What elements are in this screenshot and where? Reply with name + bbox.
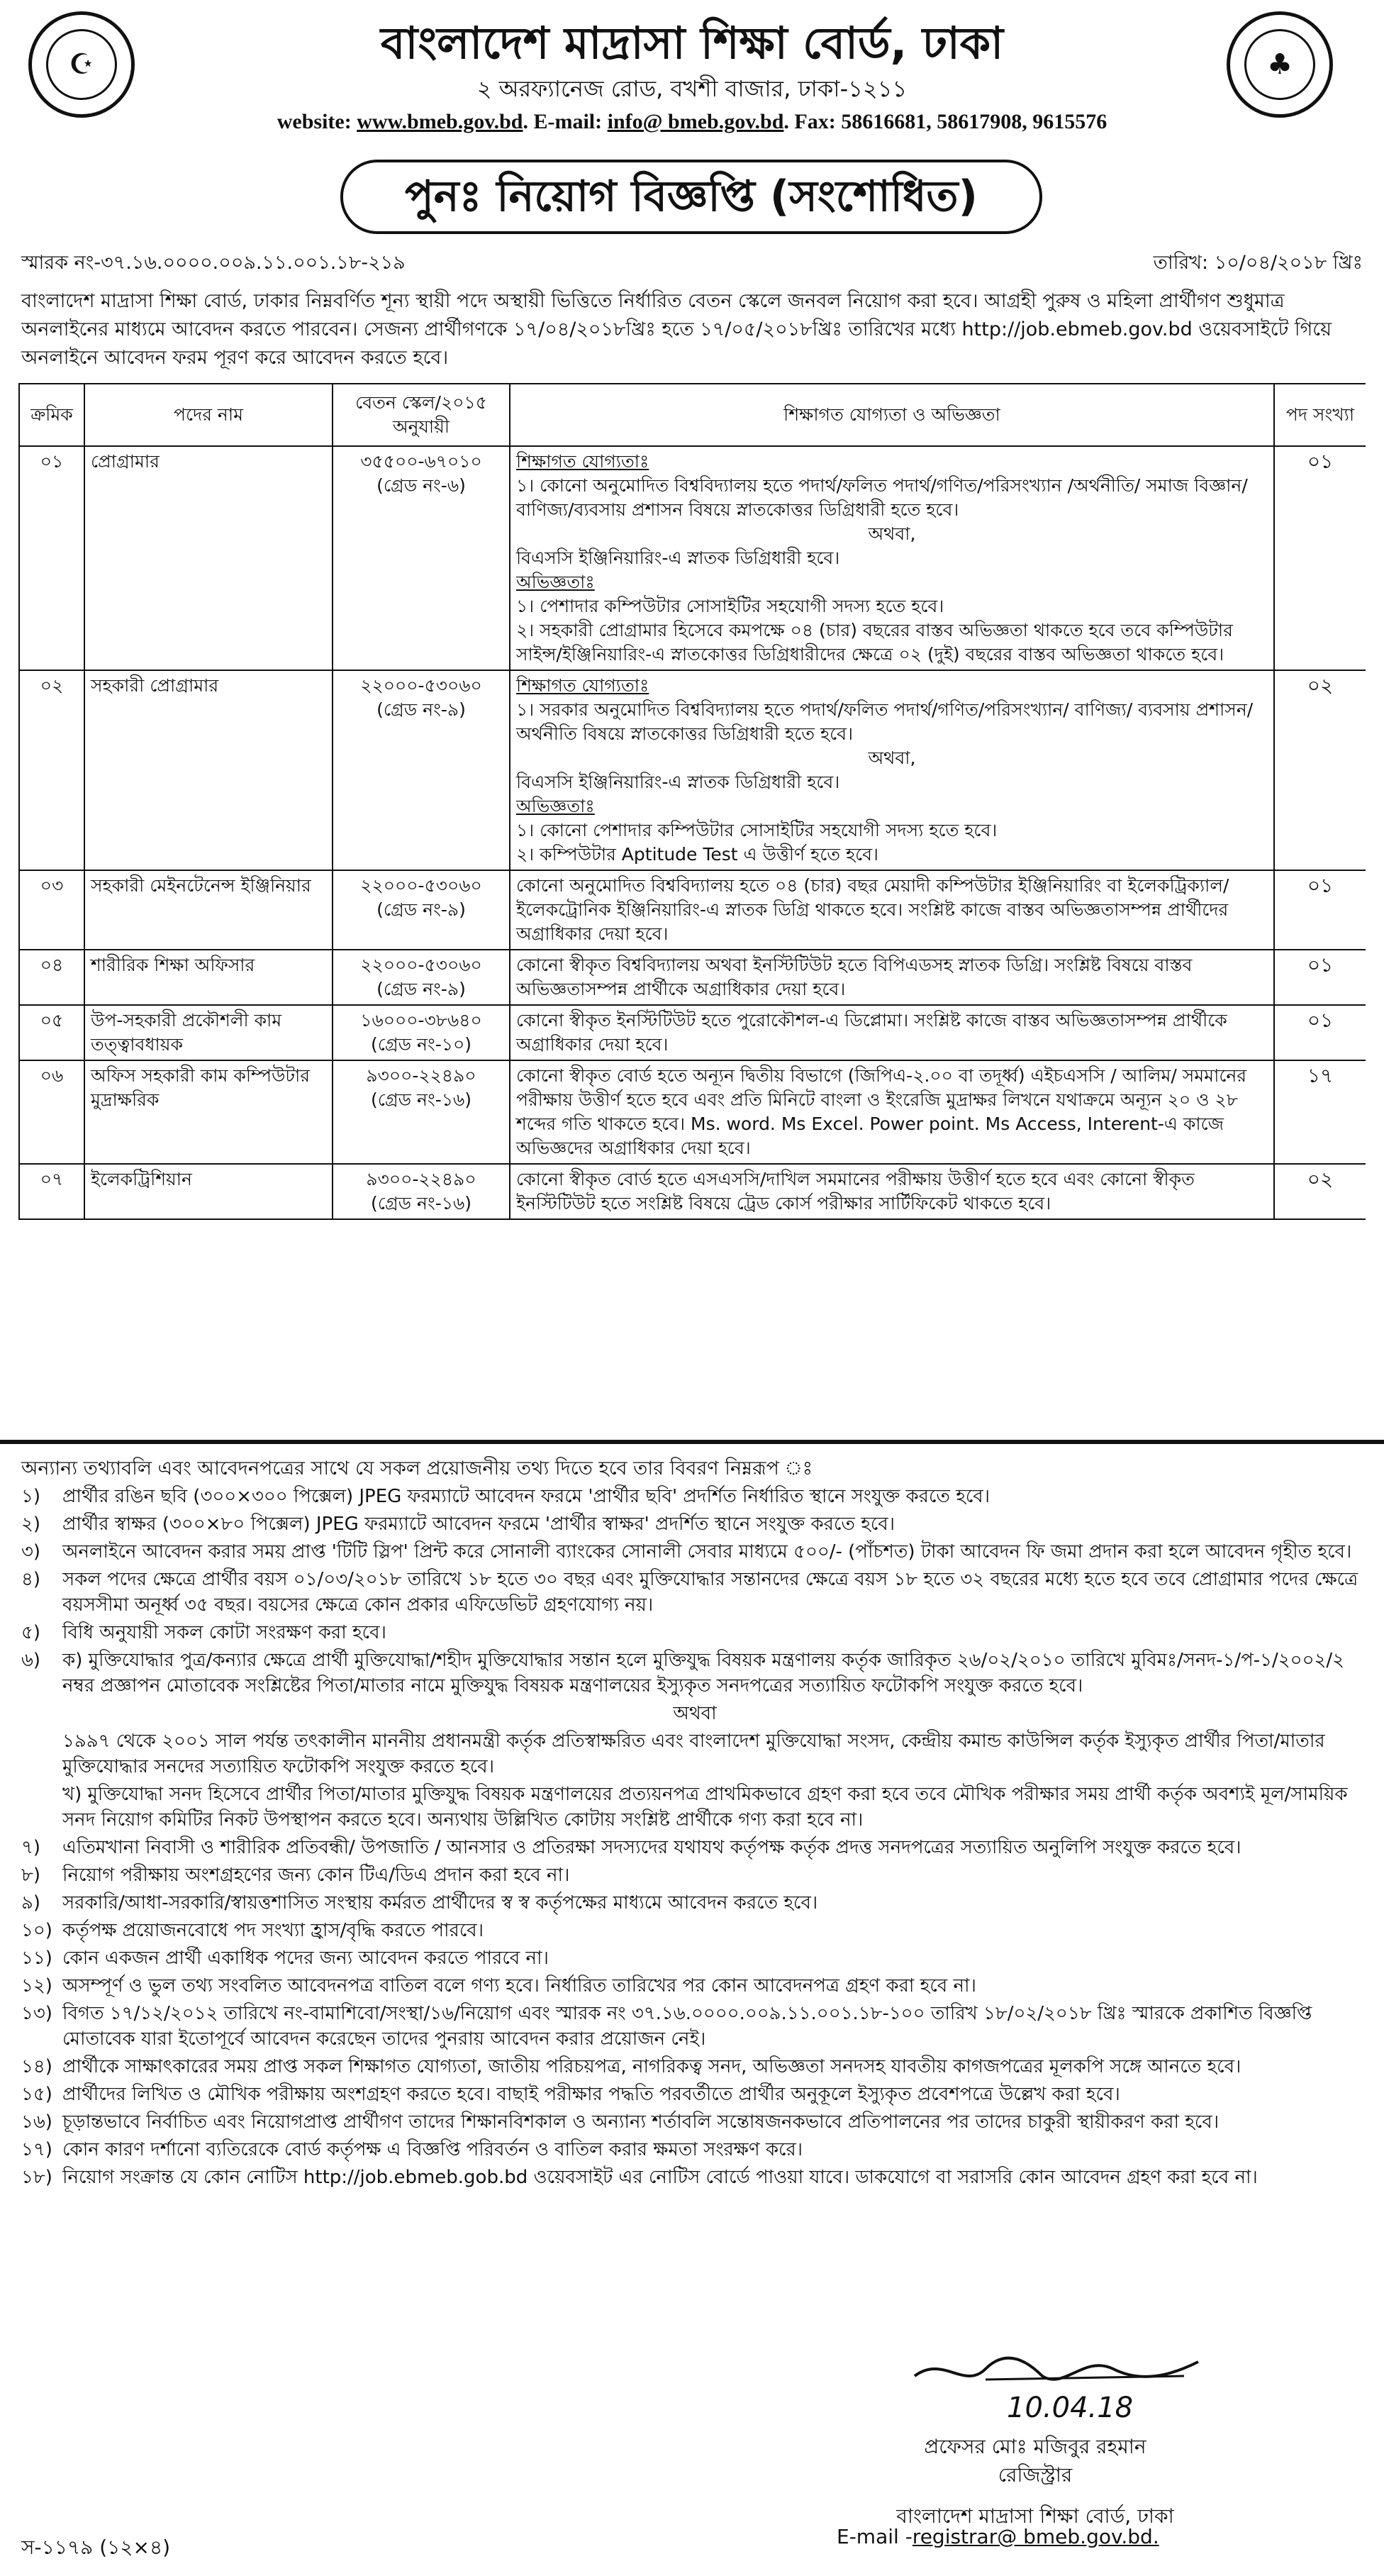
memo-number: স্মারক নং-৩৭.১৬.০০০০.০০৯.১১.০০১.১৮-২১৯ (21, 252, 406, 274)
grade: (গ্রেড নং-৯) (376, 979, 466, 999)
pay-scale: ৯৩০০-২২৪৯০ (366, 1065, 476, 1086)
table-row (19, 1060, 1366, 1164)
info-item-number: ১১) (21, 1948, 52, 1969)
info-item (21, 2137, 1368, 2163)
row-post: ইলেকট্রিশিয়ান (84, 1164, 333, 1219)
info-item-text: খ) মুক্তিযোদ্ধা সনদ হিসেবে প্রার্থীর পিতা/মাতার মুক্তিযুদ্ধ বিষয়ক মন্ত্রণালয়ের প্রত্যয়নপত্র প্রাথমিকভাবে গ্রহণ করা হবে তবে মৌখিক পরীক্ষার সময় প্রার্থী কর্তৃক অবশ্যই মূল/সাময়িক সনদ নিয়োগ কমিটির নিকট উপস্থাপন করতে হবে। অন্যথায় উল্লিখিত কোটায় সংশ্লিষ্ট প্রার্থীকে গণ্য করা হবে না। (62, 1784, 1348, 1831)
info-item (21, 1973, 1368, 1999)
info-item (21, 1567, 1368, 1618)
row-serial: ০৬ (19, 1060, 84, 1164)
info-item-number: ১৭) (21, 2139, 52, 2160)
row-qualification (510, 446, 1274, 670)
info-item-text: অসম্পূর্ণ ও ভুল তথ্য সংবলিত আবেদনপত্র বাতিল বলে গণ্য হবে। নির্ধারিত তারিখের পর কোন আবেদনপত্র গ্রহণ করা হবে না। (62, 1975, 976, 1997)
info-item-number: ১৬) (21, 2111, 52, 2133)
info-item-number: ১৫) (21, 2084, 52, 2105)
exp-heading: অভিজ্ঞতাঃ (516, 796, 595, 816)
info-item-text: অনলাইনে আবেদন করার সময় প্রাপ্ত 'টিটি স্লিপ' প্রিন্ট করে সোনালী ব্যাংকের সোনালী সেবার মাধ্যমে ৫০০/- (পাঁচশত) টাকা আবেদন ফি জমা প্রদান করা হলে আবেদন গৃহীত হবে। (62, 1541, 1352, 1562)
row-count: ০১ (1274, 1005, 1366, 1060)
info-item-text: এতিমখানা নিবাসী ও শারীরিক প্রতিবন্ধী/ উপজাতি / আনসার ও প্রতিরক্ষা সদস্যদের যথাযথ কর্তৃপক্ষ কর্তৃক প্রদত্ত সনদপত্রের সত্যায়িত অনুলিপি সংযুক্ত করতে হবে। (62, 1837, 1241, 1858)
pay-scale: ৩৫৫০০-৬৭০১০ (360, 451, 482, 472)
info-item-text: চূড়ান্তভাবে নির্বাচিত এবং নিয়োগপ্রাপ্ত প্রার্থীগণ তাদের শিক্ষানবিশকাল ও অন্যান্য শর্তাবলি সন্তোষজনকভাবে প্রতিপালনের পর তাদের চাকুরী স্থায়ীকরণ করা হবে। (62, 2111, 1220, 2133)
info-item-text: ১৯৯৭ থেকে ২০০১ সাল পর্যন্ত তৎকালীন মাননীয় প্রধানমন্ত্রী কর্তৃক প্রতিস্বাক্ষরিত এবং বাংলাদেশ মুক্তিযোদ্ধা সংসদ, কেন্দ্রীয় কমান্ড কাউন্সিল কর্তৃক ইস্যুকৃত প্রার্থীর পিতা/মাতার মুক্তিযোদ্ধার সনদের সত্যায়িত ফটোকপি সংযুক্ত করতে হবে। (62, 1731, 1325, 1777)
table-row (19, 870, 1366, 950)
row-post: সহকারী প্রোগ্রামার (84, 670, 333, 870)
info-item-text: বিধি অনুযায়ী সকল কোটা সংরক্ষণ করা হবে। (62, 1622, 386, 1643)
info-item (21, 1620, 1368, 1645)
edu-heading: শিক্ষাগত যোগ্যতাঃ (516, 675, 649, 696)
row-scale (333, 1164, 510, 1219)
website-label: website: (277, 110, 357, 133)
or-text: অথবা, (868, 523, 916, 544)
col-scale: বেতন স্কেল/২০১৫ অনুযায়ী (333, 384, 510, 446)
info-item-number: ৯) (21, 1892, 41, 1914)
row-post: প্রোগ্রামার (84, 446, 333, 670)
info-heading: অন্যান্য তথ্যাবলি এবং আবেদনপত্রের সাথে যে সকল প্রয়োজনীয় তথ্য দিতে হবে তার বিবরণ নিম্নরূপ ঃ (21, 1458, 813, 1479)
row-serial: ০২ (19, 670, 84, 870)
info-item (21, 1918, 1368, 1943)
row-qualification (510, 670, 1274, 870)
row-qualification: কোনো স্বীকৃত ইনস্টিটিউট হতে পুরোকৌশল-এ ডিপ্লোমা। সংশ্লিষ্ট কাজে বাস্তব অভিজ্ঞতাসম্পন্ন প্রার্থীকে অগ্রাধিকার দেয়া হবে। (510, 1005, 1274, 1060)
col-post: পদের নাম (84, 384, 333, 446)
row-serial: ০১ (19, 446, 84, 670)
grade: (গ্রেড নং-১৬) (371, 1193, 471, 1214)
info-item-text: প্রার্থীকে সাক্ষাৎকারের সময় প্রাপ্ত সকল শিক্ষাগত যোগ্যতা, জাতীয় পরিচয়পত্র, নাগরিকত্ব সনদ, অভিজ্ঞতা সনদসহ যাবতীয় কাগজপত্রের মূলকপি সঙ্গে আনতে হবে। (62, 2056, 1241, 2077)
col-serial: ক্রমিক (19, 384, 84, 446)
email-label: . E-mail: (523, 110, 608, 133)
edu-item: বিএসসি ইঞ্জিনিয়ারিং-এ স্নাতক ডিগ্রিধারী হবে। (516, 548, 840, 568)
info-item-number: ৩) (21, 1541, 41, 1562)
grade: (গ্রেড নং-১৬) (371, 1089, 471, 1110)
section-divider (0, 1440, 1384, 1444)
jobs-table (18, 383, 1366, 1220)
info-item-number (21, 1782, 62, 1833)
pay-scale: ১৬০০০-৩৮৬৪০ (360, 1010, 482, 1031)
crescent-icon: ☪ (46, 29, 117, 100)
table-row (19, 1164, 1366, 1219)
table-row (19, 950, 1366, 1005)
info-item-text: প্রার্থীর রঙিন ছবি (৩০০×৩০০ পিক্সেল) JPEG ফরম্যাটে আবেদন ফরমে 'প্রার্থীর ছবি' প্রদর্শিত নির্ধারিত স্থানে সংযুক্ত করতে হবে। (62, 1486, 990, 1507)
grade: (গ্রেড নং-৬) (376, 475, 466, 496)
row-post: অফিস সহকারী কাম কম্পিউটার মুদ্রাক্ষরিক (84, 1060, 333, 1164)
edu-item: বিএসসি ইঞ্জিনিয়ারিং-এ স্নাতক ডিগ্রিধারী হবে। (516, 772, 840, 792)
email-link[interactable]: info@ bmeb.gov.bd (607, 110, 784, 133)
row-qualification: কোনো স্বীকৃত বোর্ড হতে অন্যূন দ্বিতীয় বিভাগে (জিপিএ-২.০০ বা তদূর্ধ্ব) এইচএসসি / আলিম/ সমমানের পরীক্ষায় উত্তীর্ণ হতে হবে এবং প্রতি মিনিটে বাংলা ও ইংরেজি মুদ্রাক্ষর লিখনে যথাক্রমে অন্যূন ২০ ও ২৮ শব্দের গতি থাকতে হবে। Ms. word. Ms Excel. Power point. Ms Access, Interent-এ কাজে অভিজ্ঞদের অগ্রাধিকার দেয়া হবে। (510, 1060, 1274, 1164)
tree-icon: ♣ (1244, 29, 1315, 100)
row-serial: ০৩ (19, 870, 84, 950)
registrar-email (837, 2525, 1159, 2548)
notice-date: তারিখ: ১০/০৪/২০১৮ খ্রিঃ (1153, 252, 1363, 274)
row-qualification: কোনো স্বীকৃত বোর্ড হতে এসএসসি/দাখিল সমমানের পরীক্ষায় উত্তীর্ণ হতে হবে এবং কোনো স্বীকৃত ইনস্টিটিউট হতে সংশ্লিষ্ট বিষয়ে ট্রেড কোর্স পরীক্ষার সার্টিফিকেট থাকতে হবে। (510, 1164, 1274, 1219)
row-count: ০১ (1274, 870, 1366, 950)
pay-scale: ২২০০০-৫৩০৬০ (360, 955, 482, 975)
table-header-row (19, 384, 1366, 446)
info-or (21, 1701, 1368, 1726)
exp-item: ২। সহকারী প্রোগ্রামার হিসেবে কমপক্ষে ০৪ (চার) বছরের বাস্তব অভিজ্ঞতা থাকতে হবে তবে কম্পিউটার সাইন্স/ইঞ্জিনিয়ারিং-এ স্নাতকোত্তর ডিগ্রিধারীদের ক্ষেত্রে ০২ (দুই) বছরের বাস্তব অভিজ্ঞতা থাকতে হবে। (516, 620, 1233, 665)
info-item (21, 2082, 1368, 2107)
row-scale (333, 1060, 510, 1164)
pay-scale: ৯৩০০-২২৪৯০ (366, 1169, 476, 1189)
grade: (গ্রেড নং-৯) (376, 899, 466, 920)
info-item (21, 1782, 1368, 1833)
or-text: অথবা, (868, 748, 916, 768)
row-serial: ০৪ (19, 950, 84, 1005)
exp-item: ২। কম্পিউটার Aptitude Test এ উত্তীর্ণ হতে হবে। (516, 844, 878, 865)
info-item (21, 2165, 1368, 2190)
exp-heading: অভিজ্ঞতাঃ (516, 572, 595, 592)
registrar-email-link[interactable]: registrar@ bmeb.gov.bd. (912, 2525, 1159, 2548)
info-item-number: ৭) (21, 1837, 41, 1858)
info-item-number: ৮) (21, 1865, 41, 1886)
edu-item: ১। কোনো অনুমোদিত বিশ্ববিদ্যালয় হতে পদার্থ/ফলিত পদার্থ/গণিত/পরিসংখ্যান /অর্থনীতি/ সমাজ বিজ্ঞান/বাণিজ্য/ব্যবসায় প্রশাসন বিষয়ে স্নাতকোত্তর ডিগ্রিধারী হতে হবে। (516, 475, 1248, 520)
col-qualification: শিক্ষাগত যোগ্যতা ও অভিজ্ঞতা (510, 384, 1274, 446)
info-item (21, 1862, 1368, 1888)
board-address: ২ অরফ্যানেজ রোড, বখশী বাজার, ঢাকা-১২১১ (476, 75, 908, 102)
info-item-text: বিগত ১৭/১২/২০১২ তারিখে নং-বামাশিবো/সংস্থা/১৬/নিয়োগ এবং স্মারক নং ৩৭.১৬.০০০০.০০৯.১১.০০১.১৮-১০০ তারিখ ১৮/০২/২০১৮ খ্রিঃ স্মারকে প্রকাশিত বিজ্ঞপ্তি মোতাবেক যারা ইতোপূর্বে আবেদন করেছেন তাদের পুনরায় আবেদন করার প্রয়োজন নেই। (62, 2003, 1312, 2050)
fax-numbers: . Fax: 58616681, 58617908, 9615576 (783, 110, 1107, 133)
info-item-number: ৬) (21, 1650, 41, 1671)
website-link[interactable]: www.bmeb.gov.bd (357, 110, 523, 133)
signature-date: 10.04.18 (1007, 2392, 1134, 2424)
row-qualification: কোনো অনুমোদিত বিশ্ববিদ্যালয় হতে ০৪ (চার) বছর মেয়াদী কম্পিউটার ইঞ্জিনিয়ারিং বা ইলেকট্রিক্যাল/ ইলেকট্রোনিক ইঞ্জিনিয়ারিং-এ স্নাতক ডিগ্রি থাকতে হবে। সংশ্লিষ্ট কাজে বাস্তব অভিজ্ঞতাসম্পন্ন প্রার্থীদের অগ্রাধিকার দেয়া হবে। (510, 870, 1274, 950)
exp-item: ১। কোনো পেশাদার কম্পিউটার সোসাইটির সহযোগী সদস্য হতে হবে। (516, 820, 998, 840)
info-item (21, 2109, 1368, 2135)
info-item-text: সকল পদের ক্ষেত্রে প্রার্থীর বয়স ০১/০৩/২০১৮ তারিখে ১৮ হতে ৩০ বছর এবং মুক্তিযোদ্ধার সন্তানদের ক্ষেত্রে বয়স ১৮ হতে ৩২ বছরের মধ্যে হতে হবে তবে প্রোগ্রামার পদের ক্ষেত্রে বয়সসীমা অনূর্ধ্ব ৩৫ বছর। বয়সের ক্ষেত্রে কোন প্রকার এফিডেভিট গ্রহণযোগ্য নয়। (62, 1569, 1358, 1616)
info-item-text: প্রার্থীদের লিখিত ও মৌখিক পরীক্ষায় অংশগ্রহণ করতে হবে। বাছাই পরীক্ষার পদ্ধতি পরবর্তীতে প্রার্থীর অনুকূলে ইস্যুকৃত প্রবেশপত্রে উল্লেখ করা হবে। (62, 2084, 1120, 2105)
signatory-block (766, 2433, 1305, 2531)
row-scale (333, 950, 510, 1005)
row-post: সহকারী মেইনটেনেন্স ইঞ্জিনিয়ার (84, 870, 333, 950)
info-item (21, 1539, 1368, 1565)
row-post: শারীরিক শিক্ষা অফিসার (84, 950, 333, 1005)
info-item (21, 1511, 1368, 1537)
info-item-number: ২) (21, 1514, 41, 1535)
info-item-number: ৫) (21, 1622, 41, 1643)
row-count: ০১ (1274, 446, 1366, 670)
table-row (19, 446, 1366, 670)
info-item (21, 2054, 1368, 2080)
pay-scale: ২২০০০-৫৩০৬০ (360, 675, 482, 696)
email-label: E-mail - (837, 2525, 913, 2548)
row-count: ০১ (1274, 950, 1366, 1005)
intro-paragraph: বাংলাদেশ মাদ্রাসা শিক্ষা বোর্ড, ঢাকার নিম্নবর্ণিত শূন্য স্থায়ী পদে অস্থায়ী ভিত্তিতে নির্ধারিত বেতন স্কেলে জনবল নিয়োগ করা হবে। আগ্রহী পুরুষ ও মহিলা প্রার্থীগণ শুধুমাত্র অনলাইনের মাধ্যমে আবেদন করতে পারবেন। সেজন্য প্রার্থীগণকে ১৭/০৪/২০১৮খ্রিঃ হতে ১৭/০৫/২০১৮খ্রিঃ তারিখের মধ্যে http://job.ebmeb.gov.bd ওয়েবসাইটে গিয়ে অনলাইনে আবেদন ফরম পূরণ করে আবেদন করতে হবে। (21, 290, 1332, 369)
row-count: ১৭ (1274, 1060, 1366, 1164)
board-title: বাংলাদেশ মাদ্রাসা শিক্ষা বোর্ড, ঢাকা (380, 17, 1004, 69)
table-row (19, 1005, 1366, 1060)
row-serial: ০৫ (19, 1005, 84, 1060)
table-row (19, 670, 1366, 870)
row-post: উপ-সহকারী প্রকৌশলী কাম তত্ত্বাবধায়ক (84, 1005, 333, 1060)
info-item-number (21, 1728, 62, 1780)
info-item-text: কর্তৃপক্ষ প্রয়োজনবোধে পদ সংখ্যা হ্রাস/বৃদ্ধি করতে পারবে। (62, 1920, 484, 1941)
edu-heading: শিক্ষাগত যোগ্যতাঃ (516, 451, 649, 472)
notice-title: পুনঃ নিয়োগ বিজ্ঞপ্তি (সংশোধিত) (340, 160, 1042, 234)
info-or-text: অথবা (673, 1703, 717, 1724)
edu-item: ১। সরকার অনুমোদিত বিশ্ববিদ্যালয় হতে পদার্থ/ফলিত পদার্থ/গণিত/পরিসংখ্যান/ বাণিজ্য/ ব্যবসায় প্রশাসন/অর্থনীতি বিষয়ে স্নাতকোত্তর ডিগ্রিধারী হতে হবে। (516, 699, 1254, 744)
footer-code: স-১১৭৯ (১২×৪) (21, 2536, 171, 2559)
exp-item: ১। পেশাদার কম্পিউটার সোসাইটির সহযোগী সদস্য হতে হবে। (516, 596, 944, 616)
row-scale (333, 1005, 510, 1060)
info-item-number: ১) (21, 1486, 41, 1507)
board-contacts (0, 110, 1384, 134)
info-item-text: ক) মুক্তিযোদ্ধার পুত্র/কন্যার ক্ষেত্রে প্রার্থী মুক্তিযোদ্ধা/শহীদ মুক্তিযোদ্ধার সন্তান হলে মুক্তিযুদ্ধ বিষয়ক মন্ত্রণালয় কর্তৃক জারিকৃত ২৬/০২/২০১০ তারিখে মুবিমঃ/সনদ-১/প-১/২০০২/২ নম্বর প্রজ্ঞাপন মোতাবেক সংশ্লিষ্টের পিতা/মাতার নামে মুক্তিযুদ্ধ বিষয়ক মন্ত্রণালয়ের ইস্যুকৃত সনদপত্রের সত্যায়িত ফটোকপি সংযুক্ত করতে হবে। (62, 1650, 1345, 1697)
row-qualification: কোনো স্বীকৃত বিশ্ববিদ্যালয় অথবা ইনস্টিটিউট হতে বিপিএডসহ স্নাতক ডিগ্রি। সংশ্লিষ্ট বিষয়ে বাস্তব অভিজ্ঞতাসম্পন্ন প্রার্থীকে অগ্রাধিকার দেয়া হবে। (510, 950, 1274, 1005)
info-item-text: কোন একজন প্রার্থী একাধিক পদের জন্য আবেদন করতে পারবে না। (62, 1948, 549, 1969)
info-item (21, 1484, 1368, 1509)
jobs-table-area (18, 383, 1366, 1447)
info-item-text: নিয়োগ সংক্রান্ত যে কোন নোটিস http://job.ebmeb.gob.bd ওয়েবসাইট এর নোটিস বোর্ডে পাওয়া যাবে। ডাকযোগে বা সরাসরি কোন আবেদন গ্রহণ করা হবে না। (62, 2167, 1258, 2188)
row-count: ০২ (1274, 670, 1366, 870)
row-scale (333, 870, 510, 950)
row-scale (333, 446, 510, 670)
signatory-org: বাংলাদেশ মাদ্রাসা শিক্ষা বোর্ড, ঢাকা (896, 2504, 1174, 2528)
info-item (21, 1648, 1368, 1699)
info-item (21, 1945, 1368, 1971)
grade: (গ্রেড নং-৯) (376, 699, 466, 720)
grade: (গ্রেড নং-১০) (371, 1034, 471, 1055)
signatory-role: রেজিস্ট্রার (998, 2463, 1073, 2487)
row-count: ০২ (1274, 1164, 1366, 1219)
info-item-text: সরকারি/আধা-সরকারি/স্বায়ত্তশাসিত সংস্থায় কর্মরত প্রার্থীদের স্ব স্ব কর্তৃপক্ষের মাধ্যমে আবেদন করতে হবে। (62, 1892, 818, 1914)
info-item (21, 2001, 1368, 2052)
info-item (21, 1835, 1368, 1860)
info-item-number: ১২) (21, 1975, 52, 1997)
info-item-number: ১৪) (21, 2056, 52, 2077)
row-scale (333, 670, 510, 870)
signatory-name: প্রফেসর মোঃ মজিবুর রহমান (924, 2435, 1146, 2458)
row-serial: ০৭ (19, 1164, 84, 1219)
info-item-text: প্রার্থীর স্বাক্ষর (৩০০×৮০ পিক্সেল) JPEG ফরম্যাটে আবেদন ফরমে 'প্রার্থীর স্বাক্ষর' প্রদর্শিত স্থানে সংযুক্ত করতে হবে। (62, 1514, 895, 1535)
info-item-text: নিয়োগ পরীক্ষায় অংশগ্রহণের জন্য কোন টিএ/ডিএ প্রদান করা হবে না। (62, 1865, 570, 1886)
col-count: পদ সংখ্যা (1274, 384, 1366, 446)
info-item (21, 1890, 1368, 1916)
info-item (21, 1728, 1368, 1780)
pay-scale: ২২০০০-৫৩০৬০ (360, 875, 482, 896)
signature-image (900, 2348, 1212, 2426)
info-list (21, 1484, 1368, 2192)
info-item-number: ১৮) (21, 2167, 52, 2188)
info-item-number: ১০) (21, 1920, 52, 1941)
info-item-number: ৪) (21, 1569, 41, 1590)
info-item-number: ১৩) (21, 2003, 52, 2024)
info-item-text: কোন কারণ দর্শানো ব্যতিরেকে বোর্ড কর্তৃপক্ষ এ বিজ্ঞপ্তি পরিবর্তন ও বাতিল করার ক্ষমতা সংরক্ষণ করে। (62, 2139, 803, 2160)
